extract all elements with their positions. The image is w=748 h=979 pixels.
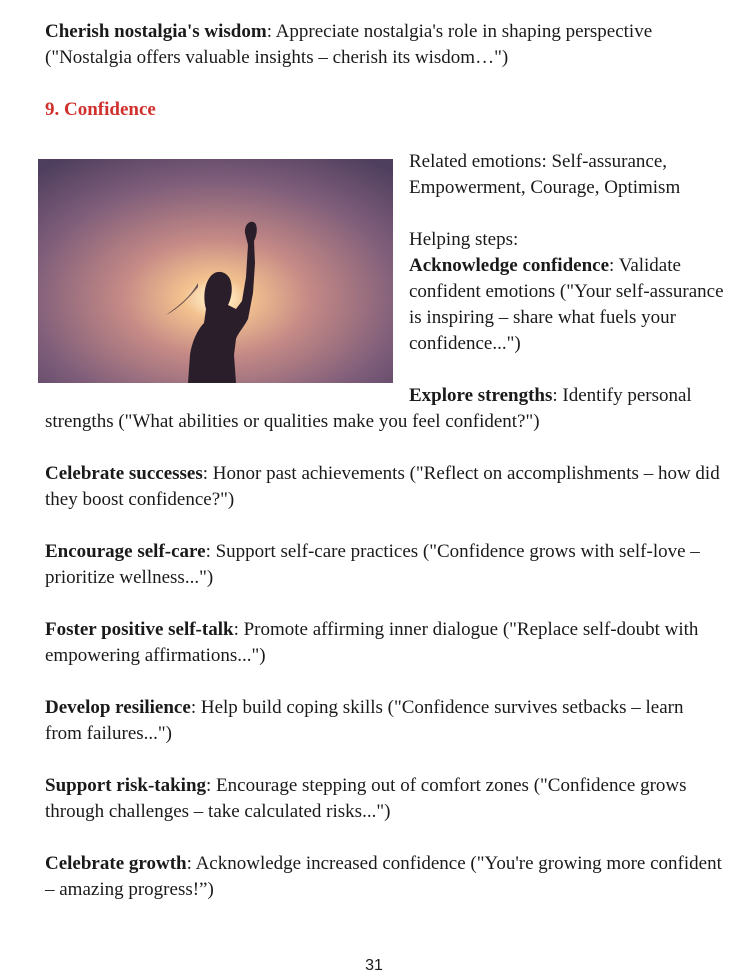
document-page bbox=[45, 19, 725, 903]
step-text: : Identify personal strengths ("What abilities or qualities make you feel confident?") bbox=[45, 385, 692, 432]
step-title: Support risk-taking bbox=[45, 775, 207, 796]
step-title: Encourage self-care bbox=[45, 541, 206, 562]
section-heading: 9. Confidence bbox=[45, 99, 156, 120]
step-text: : Honor past achievements ("Reflect on accomplishments – how did they boost confidence?") bbox=[45, 463, 720, 510]
related-emotions: Related emotions: Self-assurance, Empowerment, Courage, Optimism bbox=[409, 151, 681, 198]
step-title: Develop resilience bbox=[45, 697, 191, 718]
step-text: : Support self-care practices ("Confidence grows with self-love – prioritize wellness...") bbox=[45, 541, 700, 588]
step-title: Cherish nostalgia's wisdom bbox=[45, 21, 267, 42]
confidence-photo bbox=[38, 159, 393, 383]
helping-steps-label: Helping steps: bbox=[409, 229, 519, 250]
step-text: : Help build coping skills ("Confidence survives setbacks – learn from failures...") bbox=[45, 697, 684, 744]
step-paragraph bbox=[45, 539, 725, 591]
step-text: : Appreciate nostalgia's role in shaping perspective ("Nostalgia offers valuable insights – cherish its wisdom…") bbox=[45, 21, 653, 68]
step-text: : Validate confident emotions ("Your self-assurance is inspiring – share what fuels your confidence...") bbox=[409, 255, 724, 354]
step-text: : Acknowledge increased confidence ("You're growing more confident – amazing progress!”) bbox=[45, 853, 722, 900]
step-title: Celebrate successes bbox=[45, 463, 203, 484]
step-title: Acknowledge confidence bbox=[409, 255, 610, 276]
step-paragraph bbox=[45, 695, 725, 747]
step-paragraph bbox=[45, 617, 725, 669]
step-title: Explore strengths bbox=[409, 385, 553, 406]
previous-step-paragraph bbox=[45, 19, 725, 71]
step-title: Celebrate growth bbox=[45, 853, 187, 874]
step-text: : Promote affirming inner dialogue ("Replace self-doubt with empowering affirmations...") bbox=[45, 619, 699, 666]
step-paragraph bbox=[45, 851, 725, 903]
step-title: Foster positive self-talk bbox=[45, 619, 234, 640]
step-paragraph bbox=[45, 773, 725, 825]
page-number: 31 bbox=[365, 957, 383, 974]
step-paragraph bbox=[45, 461, 725, 513]
step-text: : Encourage stepping out of comfort zones ("Confidence grows through challenges – take calculated risks...") bbox=[45, 775, 687, 822]
step-paragraph bbox=[45, 383, 725, 435]
